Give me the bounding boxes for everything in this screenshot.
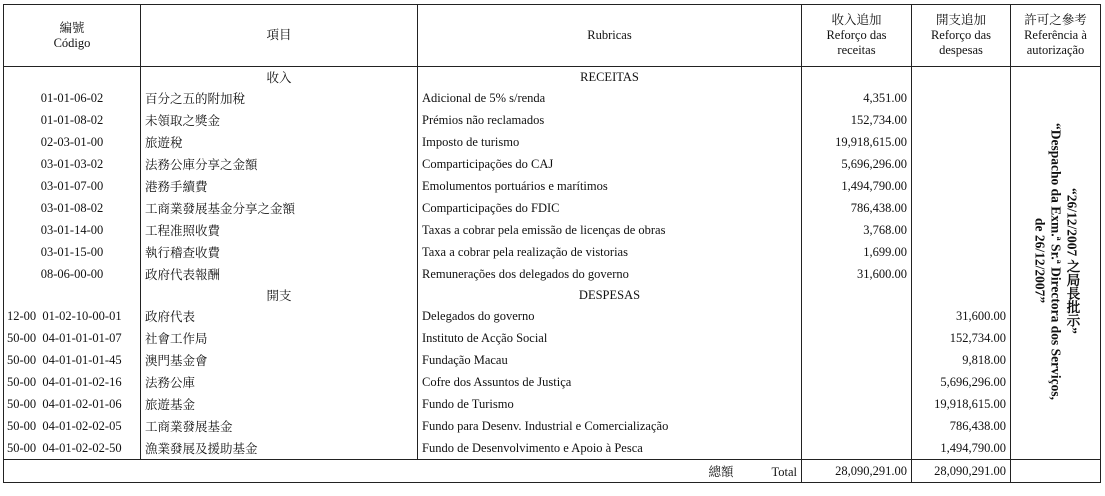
receita-rubrica: Comparticipações do FDIC [418,197,802,219]
header-receitas-pt2: receitas [837,43,876,57]
section-despesas-zh: 開支 [141,285,418,305]
despesa-org: 12-00 [7,308,37,323]
empty-cell [4,67,141,88]
receita-valor: 5,696,296.00 [802,153,912,175]
despesa-org: 50-00 [7,418,37,433]
despesa-rubrica-codigo: 04-01-02-01-06 [42,396,122,411]
receita-valor: 786,438.00 [802,197,912,219]
empty-cell [912,109,1011,131]
header-despesas-zh: 開支追加 [935,13,986,27]
despesa-valor: 31,600.00 [912,305,1011,327]
empty-cell [802,67,912,88]
despesa-rubrica-codigo: 04-01-02-02-50 [42,440,122,455]
header-row [4,5,1101,67]
despesa-codigo [4,327,141,349]
empty-cell [1011,460,1101,483]
despesa-rubrica: Fundo para Desenv. Industrial e Comercialização [418,415,802,437]
receita-codigo: 03-01-15-00 [4,241,141,263]
empty-cell [802,437,912,460]
despesa-org: 50-00 [7,396,37,411]
section-receitas-zh: 收入 [141,67,418,88]
empty-cell [141,460,418,483]
despesa-row [4,349,1101,371]
receita-item-zh: 未領取之獎金 [141,109,418,131]
receita-row [4,175,1101,197]
receita-codigo: 03-01-03-02 [4,153,141,175]
empty-cell [802,371,912,393]
receita-item-zh: 旅遊稅 [141,131,418,153]
receita-item-zh: 港務手續費 [141,175,418,197]
receita-row [4,263,1101,285]
receita-codigo: 08-06-00-00 [4,263,141,285]
despesa-codigo [4,349,141,371]
despesa-org: 50-00 [7,440,37,455]
receita-item-zh: 百分之五的附加稅 [141,87,418,109]
despesa-valor: 5,696,296.00 [912,371,1011,393]
receita-valor: 19,918,615.00 [802,131,912,153]
receita-rubrica: Comparticipações do CAJ [418,153,802,175]
despesa-org: 50-00 [7,330,37,345]
receita-row [4,153,1101,175]
despesa-item-zh: 漁業發展及援助基金 [141,437,418,460]
receita-item-zh: 執行稽查收費 [141,241,418,263]
header-receitas [802,5,912,67]
header-referencia [1011,5,1101,67]
despesa-rubrica-codigo: 01-02-10-00-01 [42,308,122,323]
empty-cell [912,175,1011,197]
receita-item-zh: 法務公庫分享之金額 [141,153,418,175]
receita-item-zh: 工程准照收費 [141,219,418,241]
despesa-row [4,393,1101,415]
despesa-row [4,305,1101,327]
reference-line-1: “26/12/2007 之局長批示” [1064,188,1080,334]
budget-body [4,67,1101,460]
empty-cell [912,131,1011,153]
despesa-rubrica: Fundo de Desenvolvimento e Apoio à Pesca [418,437,802,460]
despesa-codigo [4,371,141,393]
header-item-zh: 項目 [266,28,292,42]
receita-valor: 1,494,790.00 [802,175,912,197]
empty-cell [802,415,912,437]
reference-line-3: de 26/12/2007” [1032,218,1048,304]
header-despesas-pt1: Reforço das [930,28,992,42]
empty-cell [912,241,1011,263]
total-label-pt: Total [771,465,797,479]
total-label-zh: 總額 [708,465,734,479]
total-label [418,460,802,483]
despesa-item-zh: 政府代表 [141,305,418,327]
header-rubricas [418,5,802,67]
despesa-rubrica-codigo: 04-01-01-01-07 [42,330,122,345]
receita-row [4,241,1101,263]
receita-row [4,197,1101,219]
section-row-receitas [4,67,1101,88]
receita-valor: 4,351.00 [802,87,912,109]
receita-item-zh: 政府代表報酬 [141,263,418,285]
empty-cell [802,285,912,305]
despesa-codigo [4,437,141,460]
despesa-rubrica-codigo: 04-01-01-01-45 [42,352,122,367]
despesa-rubrica: Fundação Macau [418,349,802,371]
empty-cell [802,393,912,415]
empty-cell [4,285,141,305]
header-codigo-zh: 編號 [59,20,85,35]
despesa-item-zh: 法務公庫 [141,371,418,393]
empty-cell [912,285,1011,305]
receita-codigo: 01-01-08-02 [4,109,141,131]
despesa-item-zh: 澳門基金會 [141,349,418,371]
receita-codigo: 03-01-08-02 [4,197,141,219]
despesa-item-zh: 工商業發展基金 [141,415,418,437]
empty-cell [802,327,912,349]
despesa-row [4,371,1101,393]
despesa-rubrica-codigo: 04-01-01-02-16 [42,374,122,389]
header-ref-pt2: autorização [1026,43,1085,57]
header-rubricas-label: Rubricas [587,28,632,42]
empty-cell [802,349,912,371]
receita-rubrica: Imposto de turismo [418,131,802,153]
despesa-row [4,437,1101,460]
despesa-item-zh: 社會工作局 [141,327,418,349]
section-receitas-pt: RECEITAS [418,67,802,88]
receita-codigo: 01-01-06-02 [4,87,141,109]
despesa-valor: 786,438.00 [912,415,1011,437]
total-receitas: 28,090,291.00 [802,460,912,483]
despesa-rubrica: Fundo de Turismo [418,393,802,415]
total-despesas: 28,090,291.00 [912,460,1011,483]
despesa-rubrica-codigo: 04-01-02-02-05 [42,418,122,433]
empty-cell [912,67,1011,88]
header-ref-zh: 許可之參考 [1024,13,1087,27]
empty-cell [912,197,1011,219]
section-despesas-pt: DESPESAS [418,285,802,305]
despesa-rubrica: Cofre dos Assuntos de Justiça [418,371,802,393]
despesa-valor: 19,918,615.00 [912,393,1011,415]
header-despesas-pt2: despesas [939,43,983,57]
receita-item-zh: 工商業發展基金分享之金額 [141,197,418,219]
empty-cell [802,305,912,327]
despesa-codigo [4,305,141,327]
despesa-rubrica: Instituto de Acção Social [418,327,802,349]
empty-cell [4,460,141,483]
header-receitas-zh: 收入追加 [831,13,882,27]
budget-table [3,4,1101,483]
receita-rubrica: Taxa a cobrar pela realização de vistorias [418,241,802,263]
reference-line-2: “Despacho da Exm.ª Sr.ª Directora dos Serviços, [1048,122,1064,400]
section-row-despesas [4,285,1101,305]
receita-row [4,131,1101,153]
despesa-org: 50-00 [7,374,37,389]
despesa-valor: 152,734.00 [912,327,1011,349]
header-despesas [912,5,1011,67]
receita-valor: 3,768.00 [802,219,912,241]
empty-cell [912,153,1011,175]
despesa-org: 50-00 [7,352,37,367]
receita-row [4,109,1101,131]
receita-valor: 31,600.00 [802,263,912,285]
receita-valor: 152,734.00 [802,109,912,131]
header-item [141,5,418,67]
receita-rubrica: Adicional de 5% s/renda [418,87,802,109]
despesa-row [4,327,1101,349]
receita-rubrica: Remunerações dos delegados do governo [418,263,802,285]
receita-row [4,87,1101,109]
receita-codigo: 03-01-07-00 [4,175,141,197]
receita-rubrica: Emolumentos portuários e marítimos [418,175,802,197]
reference-text [1032,123,1080,400]
empty-cell [912,219,1011,241]
despesa-item-zh: 旅遊基金 [141,393,418,415]
receita-codigo: 02-03-01-00 [4,131,141,153]
reference-cell [1011,67,1101,460]
despesa-row [4,415,1101,437]
despesa-codigo [4,415,141,437]
header-codigo [4,5,141,67]
despesa-codigo [4,393,141,415]
receita-valor: 1,699.00 [802,241,912,263]
empty-cell [912,263,1011,285]
receita-row [4,219,1101,241]
receita-codigo: 03-01-14-00 [4,219,141,241]
despesa-valor: 1,494,790.00 [912,437,1011,460]
header-receitas-pt1: Reforço das [826,28,887,42]
empty-cell [912,87,1011,109]
header-ref-pt1: Referência à [1024,28,1087,42]
receita-rubrica: Taxas a cobrar pela emissão de licenças de obras [418,219,802,241]
despesa-rubrica: Delegados do governo [418,305,802,327]
receita-rubrica: Prémios não reclamados [418,109,802,131]
total-row [4,460,1101,483]
header-codigo-pt: Código [53,35,91,50]
despesa-valor: 9,818.00 [912,349,1011,371]
